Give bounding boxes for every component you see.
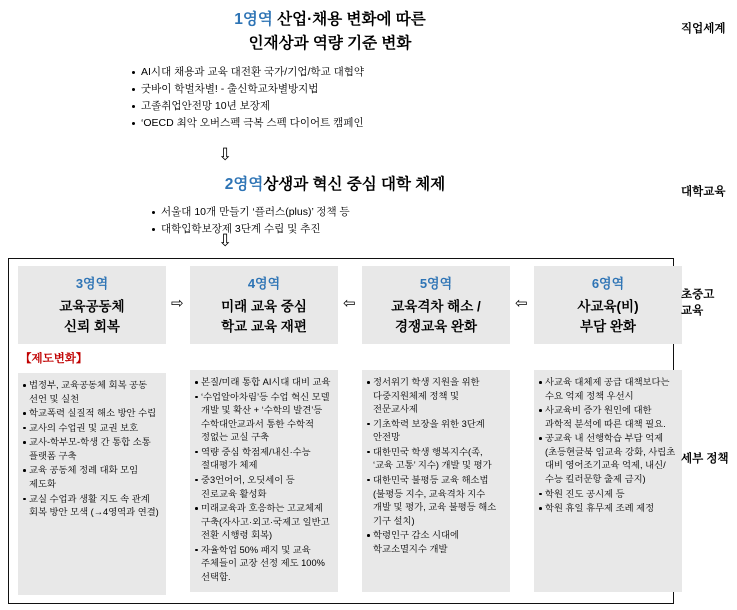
zone3-body (18, 373, 166, 595)
zone6-column (534, 266, 682, 592)
zone5-header (362, 266, 510, 344)
zone3-title-line1: 교육공동체 (59, 299, 125, 314)
list-item: 자율학업 50% 패지 및 교육 주체들이 교장 선정 제도 100% 선택함. (194, 544, 333, 585)
zone2-block (150, 172, 520, 238)
zone3-title (22, 297, 162, 338)
zone5-body (362, 370, 510, 592)
list-item: 교육 공동체 정례 대화 모임 제도화 (22, 464, 161, 491)
list-item: 기초학력 보장을 위한 3단계 안전망 (366, 418, 505, 445)
list-item: 본질/미래 통합 AI시대 대비 교육 (194, 376, 333, 390)
zone4-header (190, 266, 338, 344)
side-label-work-world: 직업세계 (681, 23, 726, 35)
arrow-left-icon: ⇦ (515, 295, 528, 312)
list-item: 역량 중심 학점제/내신·수능 절대평가 체제 (194, 446, 333, 473)
zone1-number: 1영역 (234, 11, 273, 28)
zone5-number: 5영역 (419, 276, 453, 291)
zone6-body (534, 370, 682, 592)
zone2-title-text: 상생과 혁신 중심 대학 체제 (263, 176, 446, 193)
list-item: 교사-학부모-학생 간 통합 소통 플랫폼 구축 (22, 436, 161, 463)
list-item: 학령인구 감소 시대에 학교소멸지수 개발 (366, 529, 505, 556)
list-item: 서울대 10개 만들기 ‘플러스(plus)’ 정책 등 (150, 204, 520, 221)
zone3-number: 3영역 (75, 276, 109, 291)
zone4-title-line2: 학교 교육 재편 (221, 319, 307, 335)
zone6-title-line1: 사교육(비) (577, 299, 639, 314)
zone3-title-line2: 신뢰 회복 (64, 319, 120, 335)
zone4-column (190, 266, 338, 592)
zone4-number: 4영역 (247, 276, 281, 291)
zone4-body (190, 370, 338, 592)
zone5-title-line1: 교육격차 해소 / (391, 299, 481, 314)
zone6-title (538, 297, 678, 338)
list-item: 교사의 수업권 및 교권 보호 (22, 422, 161, 436)
arrow-right-icon: ⇨ (171, 295, 184, 312)
institution-change-label: 【제도변화】 (20, 353, 88, 365)
arrow-left-icon: ⇦ (343, 295, 356, 312)
zone1-title-line1: 산업·채용 변화에 따른 (277, 11, 426, 28)
list-item: 학원 진도 공시제 등 (538, 488, 677, 502)
zone4-title (194, 297, 334, 338)
arrow-down-icon: ⇩ (218, 145, 233, 164)
side-label-detail-policy: 세부 정책 (681, 453, 729, 465)
side-label-university-education: 대학교육 (681, 186, 726, 198)
list-item: 법정부, 교육공동체 회복 공동 선언 및 실천 (22, 379, 161, 406)
zone1-block (130, 8, 530, 132)
list-item: 정서위기 학생 지원을 위한 다중지원체제 정책 및 전문교사제 (366, 376, 505, 417)
list-item: 공교육 내 선행학습 부담 억제(초등현글북 임교육 강화, 사립초 대비 영어조기교육 억제, 내신/수능 킬러문항 출제 금지) (538, 432, 677, 486)
zone5-title-line2: 경쟁교육 완화 (395, 319, 477, 335)
zone2-title (150, 172, 520, 194)
list-item: ‘수업알아차림’등 수업 혁신 모델 개발 및 확산 + ‘수학의 발견’등 수학대안교과서 통한 수학적 정없는 교실 구축 (194, 391, 333, 445)
zone1-bullet-list (130, 64, 530, 132)
zone1-title (130, 8, 530, 56)
list-item: ‘OECD 최악 오버스펙 극복 스펙 다이어트 캠페인 (130, 115, 530, 132)
zone1-title-line2: 인재상과 역량 기준 변화 (248, 35, 412, 53)
list-item: 중3언어어, 오딧세이 등 진로교육 활성화 (194, 474, 333, 501)
list-item: 굿바이 학벌차별! - 출신학교차별방지법 (130, 81, 530, 98)
zone5-column (362, 266, 510, 592)
arrow-down-icon: ⇩ (218, 231, 233, 250)
list-item: 대한민국 불평등 교육 해소법(불평등 지수, 교육격차 지수 개발 및 평가, 교육 불평등 해소 기구 설치) (366, 474, 505, 528)
list-item: AI시대 채용과 교육 대전환 국가/기업/학교 대협약 (130, 64, 530, 81)
list-item: 고졸취업안전망 10년 보장제 (130, 98, 530, 115)
zone2-number: 2영역 (224, 176, 264, 193)
zone2-bullet-list (150, 204, 520, 238)
list-item: 학원 휴일 휴무제 조례 제정 (538, 502, 677, 516)
list-item: 교실 수업과 생활 지도 속 관계 회복 방안 모색 (→4영역과 연결) (22, 493, 161, 520)
side-label-k12-line1: 초중고 (681, 289, 715, 301)
zone6-number: 6영역 (591, 276, 625, 291)
zone6-title-line2: 부담 완화 (580, 319, 636, 335)
list-item: 학교폭력 실질적 해소 방안 수립 (22, 407, 161, 421)
list-item: 사교육비 증가 원인에 대한 과학적 분석에 따른 대책 필요. (538, 404, 677, 431)
side-label-k12-line2: 교육 (681, 304, 704, 317)
list-item: 사교육 대체제 공급 대책보다는 수요 억제 정책 우선시 (538, 376, 677, 403)
side-label-k12-education (681, 288, 714, 319)
zone5-title (366, 297, 506, 338)
list-item: 대학입학보장제 3단계 수립 및 추진 (150, 221, 520, 238)
zone6-header (534, 266, 682, 344)
zone4-title-line1: 미래 교육 중심 (221, 299, 307, 314)
list-item: 미래교육과 호응하는 고교체제 구축(자사고·외고·국제고 일반고 전환 시행령 회복) (194, 502, 333, 543)
zone3-header (18, 266, 166, 344)
zone3-column (18, 266, 166, 595)
list-item: 대한민국 학생 행복지수(족, ‘교육 고통’ 지수) 개발 및 평가 (366, 446, 505, 473)
